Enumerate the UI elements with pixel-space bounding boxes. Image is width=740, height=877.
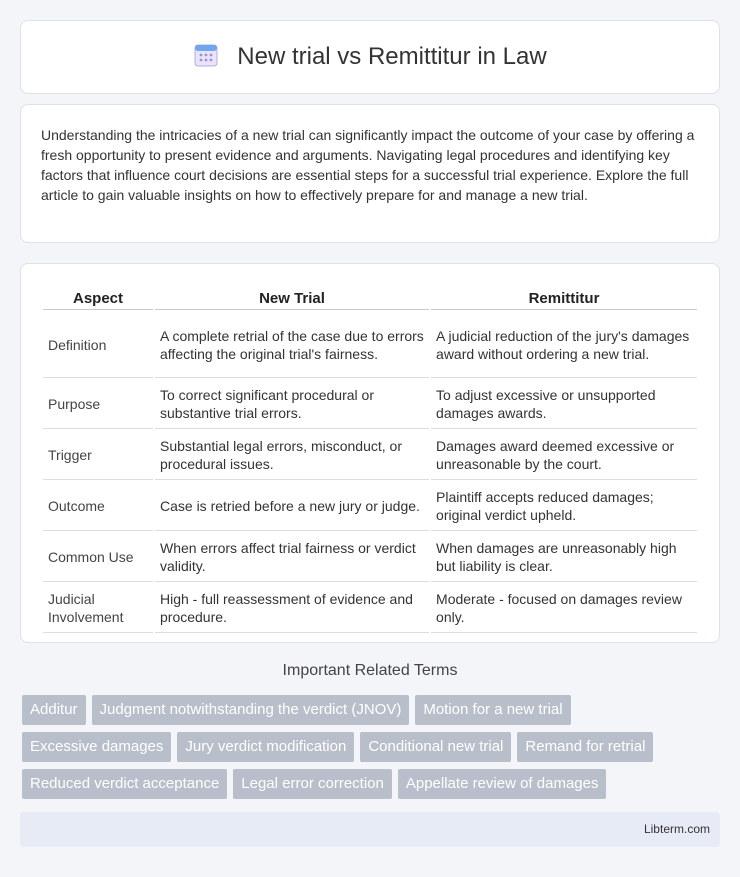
row-remittitur: To adjust excessive or unsupported damages awards. <box>431 380 697 429</box>
row-remittitur: Moderate - focused on damages review only. <box>431 584 697 633</box>
row-aspect: Definition <box>43 312 153 378</box>
intro-text: Understanding the intricacies of a new trial can significantly impact the outcome of your case by offering a fresh opportunity to present evidence and arguments. Navigating legal procedures and identifying key factors that influence court decisions are essential steps for a successful trial experience. Explore the full article to gain valuable insights on how to effectively prepare for and manage a new trial. <box>41 127 695 203</box>
row-aspect: Outcome <box>43 482 153 531</box>
related-tag[interactable]: Appellate review of damages <box>398 769 607 799</box>
header-aspect: Aspect <box>43 286 153 310</box>
row-remittitur: Damages award deemed excessive or unreasonable by the court. <box>431 431 697 480</box>
row-new-trial: Case is retried before a new jury or judge. <box>155 482 429 531</box>
row-remittitur: A judicial reduction of the jury's damages award without ordering a new trial. <box>431 312 697 378</box>
related-tag[interactable]: Additur <box>22 695 86 725</box>
row-new-trial: To correct significant procedural or substantive trial errors. <box>155 380 429 429</box>
row-aspect: Purpose <box>43 380 153 429</box>
header-remittitur: Remittitur <box>431 286 697 310</box>
row-remittitur: When damages are unreasonably high but liability is clear. <box>431 533 697 582</box>
related-tag[interactable]: Excessive damages <box>22 732 171 762</box>
comparison-table <box>41 284 699 635</box>
table-row <box>43 533 697 582</box>
row-new-trial: High - full reassessment of evidence and procedure. <box>155 584 429 633</box>
related-tag[interactable]: Reduced verdict acceptance <box>22 769 227 799</box>
related-tag[interactable]: Judgment notwithstanding the verdict (JNOV) <box>92 695 410 725</box>
footer <box>20 812 720 847</box>
title-wrap <box>193 42 546 73</box>
header-new-trial: New Trial <box>155 286 429 310</box>
footer-site-link[interactable]: Libterm.com <box>643 822 710 836</box>
related-terms-title: Important Related Terms <box>282 662 458 679</box>
related-tag[interactable]: Legal error correction <box>233 769 392 799</box>
table-header-row <box>43 286 697 310</box>
related-tags <box>22 695 722 799</box>
row-new-trial: A complete retrial of the case due to errors affecting the original trial's fairness. <box>155 312 429 378</box>
table-row <box>43 312 697 378</box>
table-row <box>43 431 697 480</box>
intro-card <box>20 104 720 243</box>
row-aspect: Common Use <box>43 533 153 582</box>
row-remittitur: Plaintiff accepts reduced damages; original verdict upheld. <box>431 482 697 531</box>
related-tag[interactable]: Remand for retrial <box>517 732 653 762</box>
calendar-icon <box>193 42 219 73</box>
row-new-trial: When errors affect trial fairness or verdict validity. <box>155 533 429 582</box>
row-aspect: Judicial Involvement <box>43 584 153 633</box>
related-tag[interactable]: Motion for a new trial <box>415 695 570 725</box>
table-row <box>43 380 697 429</box>
related-tag[interactable]: Conditional new trial <box>360 732 511 762</box>
table-row <box>43 584 697 633</box>
comparison-card <box>20 263 720 643</box>
header-card <box>20 20 720 94</box>
related-tag[interactable]: Jury verdict modification <box>177 732 354 762</box>
table-row <box>43 482 697 531</box>
row-new-trial: Substantial legal errors, misconduct, or procedural issues. <box>155 431 429 480</box>
row-aspect: Trigger <box>43 431 153 480</box>
page-title: New trial vs Remittitur in Law <box>237 43 547 70</box>
